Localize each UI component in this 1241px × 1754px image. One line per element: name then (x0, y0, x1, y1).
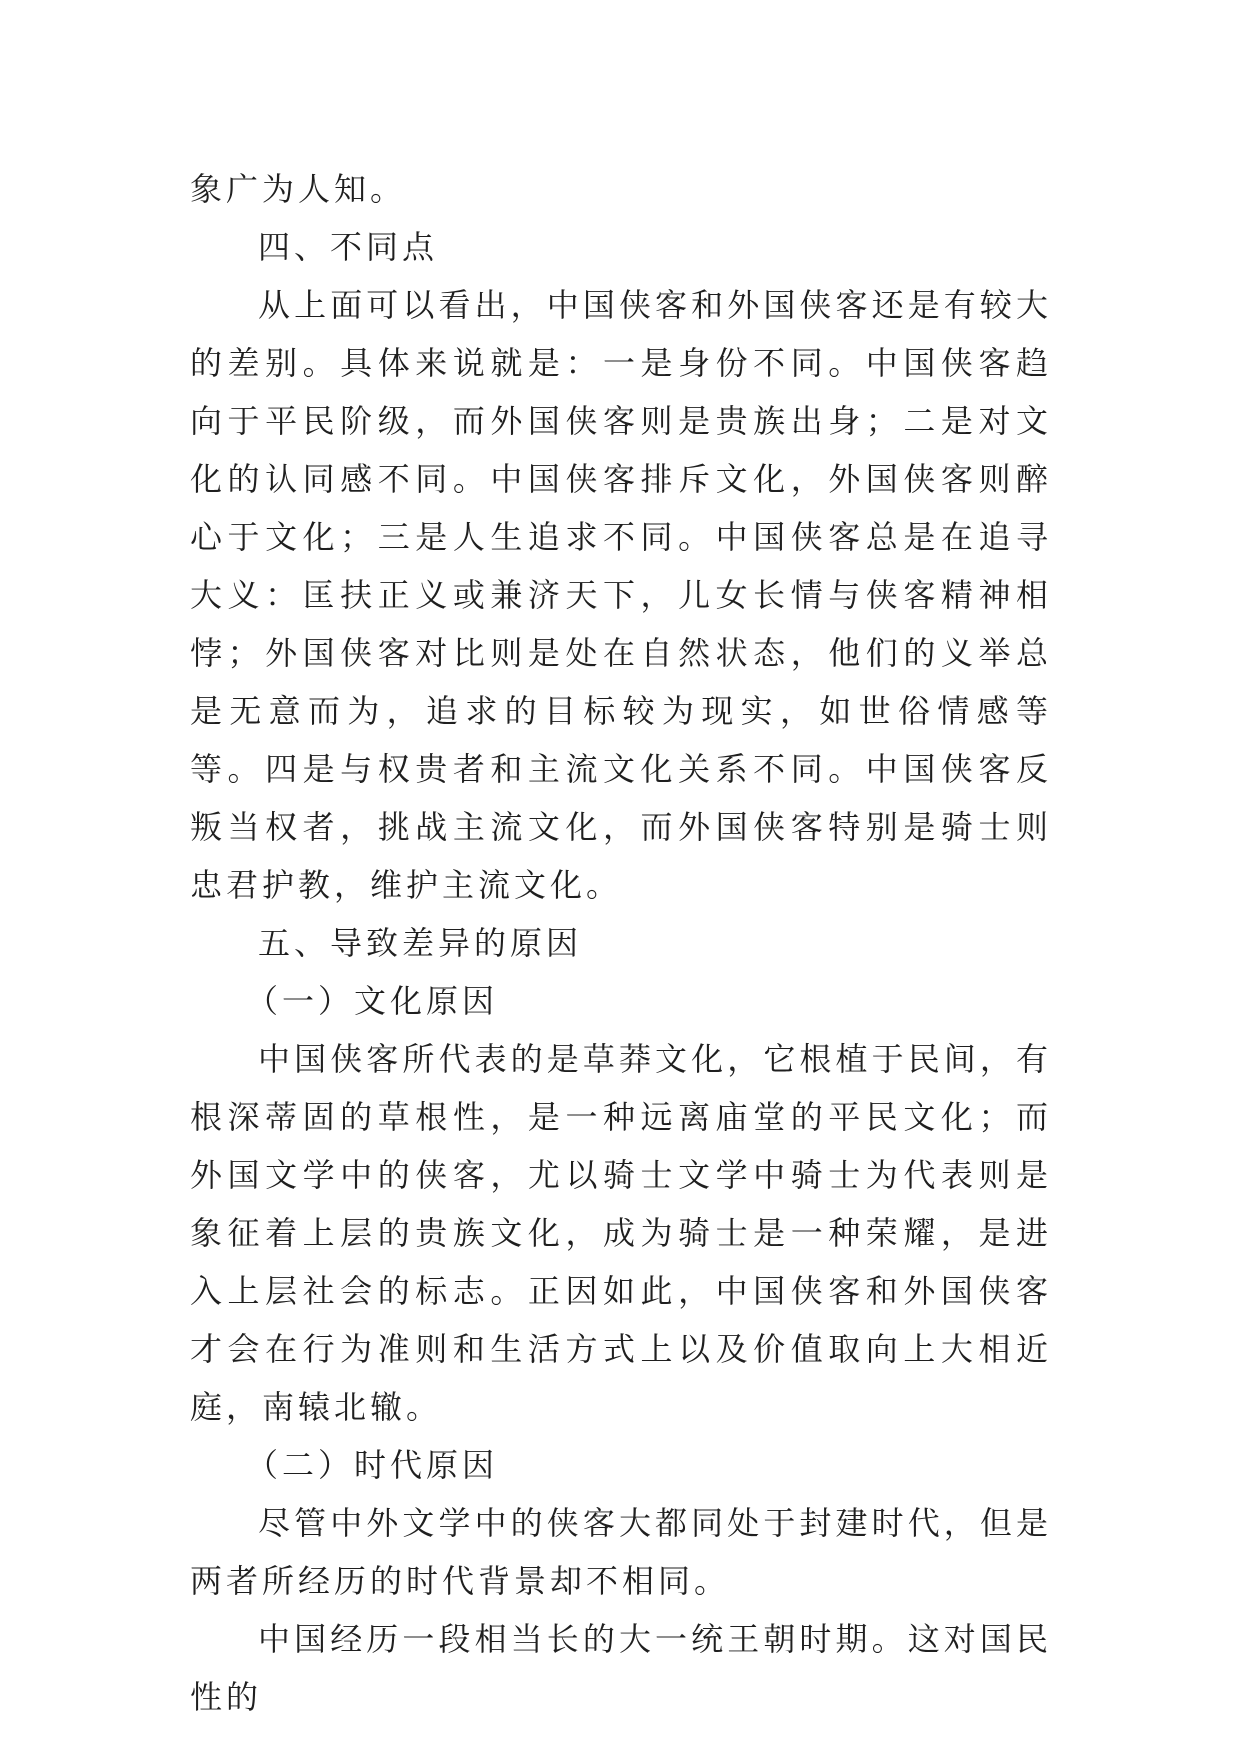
subsection-heading-era: （二）时代原因 (246, 1446, 499, 1484)
document-body (190, 160, 1052, 1726)
section-heading-differences: 四、不同点 (258, 228, 439, 266)
paragraph-unification: 中国经历一段相当长的大一统王朝时期。这对国民性的 (190, 1620, 1052, 1716)
section-heading-reasons: 五、导致差异的原因 (258, 924, 583, 962)
paragraph-era: 尽管中外文学中的侠客大都同处于封建时代，但是两者所经历的时代背景却不相同。 (190, 1504, 1052, 1600)
paragraph-continuation: 象广为人知。 (190, 170, 407, 208)
subsection-heading-culture: （一）文化原因 (246, 982, 499, 1020)
paragraph-differences: 从上面可以看出，中国侠客和外国侠客还是有较大的差别。具体来说就是：一是身份不同。中国侠客趋向于平民阶级，而外国侠客则是贵族出身；二是对文化的认同感不同。中国侠客排斥文化，外国侠客则醉心于文化；三是人生追求不同。中国侠客总是在追寻大义：匡扶正义或兼济天下，儿女长情与侠客精神相悖；外国侠客对比则是处在自然状态，他们的义举总是无意而为，追求的目标较为现实，如世俗情感等等。四是与权贵者和主流文化关系不同。中国侠客反叛当权者，挑战主流文化，而外国侠客特别是骑士则忠君护教，维护主流文化。 (190, 286, 1052, 904)
paragraph-culture: 中国侠客所代表的是草莽文化，它根植于民间，有根深蒂固的草根性，是一种远离庙堂的平民文化；而外国文学中的侠客，尤以骑士文学中骑士为代表则是象征着上层的贵族文化，成为骑士是一种荣耀，是进入上层社会的标志。正因如此，中国侠客和外国侠客才会在行为准则和生活方式上以及价值取向上大相近庭，南辕北辙。 (190, 1040, 1052, 1426)
